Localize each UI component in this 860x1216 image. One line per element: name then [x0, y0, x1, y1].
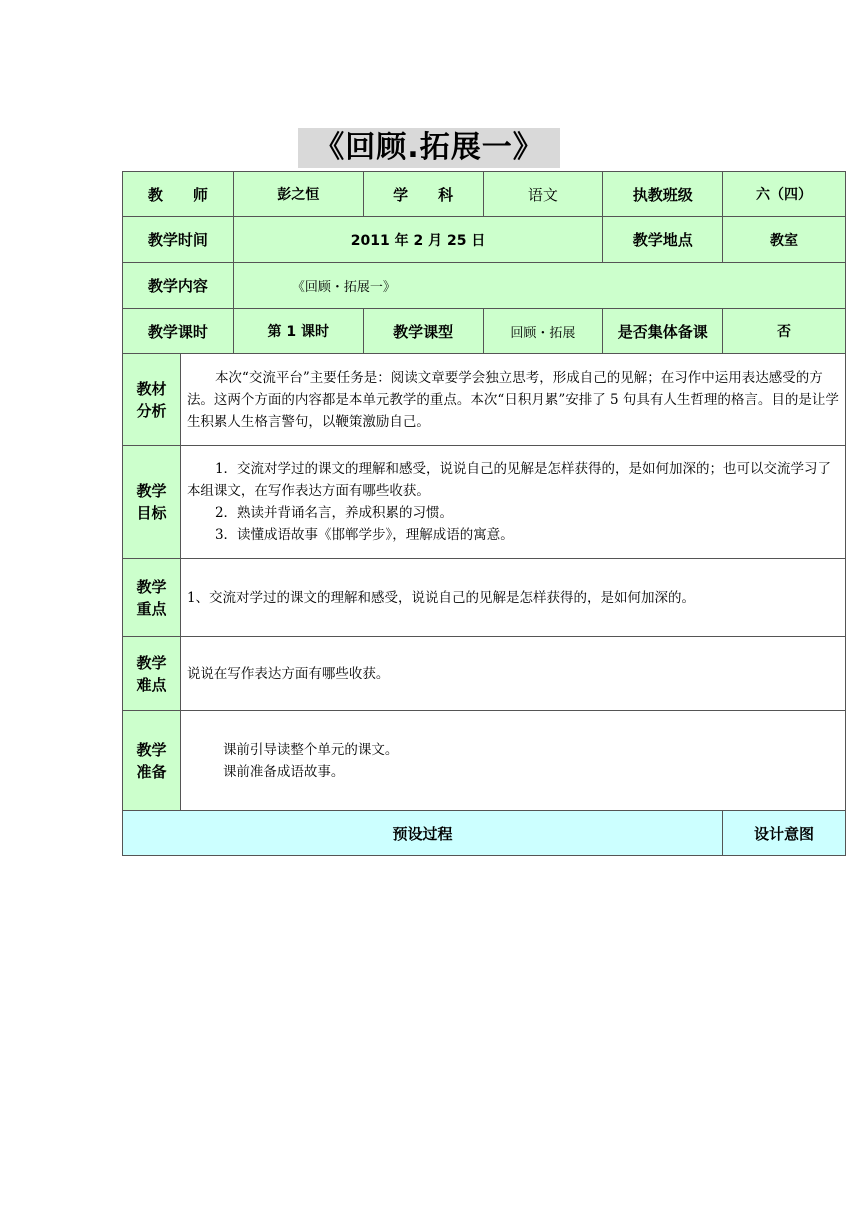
teacher-label: 教 师: [123, 172, 234, 217]
place-value: 教室: [723, 217, 846, 263]
analysis-label: [123, 354, 181, 446]
goal-item: 3．读懂成语故事《邯郸学步》，理解成语的寓意。: [214, 527, 514, 543]
focus-text: 1、交流对学过的课文的理解和感受，说说自己的见解是怎样获得的，是如何加深的。: [180, 559, 845, 637]
goals-row: [123, 446, 846, 559]
content-label: 教学内容: [123, 263, 234, 309]
footer-row: [123, 811, 846, 856]
info-row-2: [123, 217, 846, 263]
difficulty-row: [123, 637, 846, 711]
difficulty-label-line-2: 难点: [136, 675, 167, 694]
focus-row: [123, 559, 846, 637]
page-title: 《回顾.拓展一》: [314, 130, 544, 165]
focus-label: [123, 559, 181, 637]
info-row-4: [123, 309, 846, 354]
preparation-label-line-2: 准备: [136, 762, 167, 781]
type-value: 回顾・拓展: [483, 309, 603, 354]
focus-label-line-1: 教学: [136, 577, 167, 596]
subject-label: 学 科: [363, 172, 483, 217]
teacher-value: 彭之恒: [233, 172, 363, 217]
goal-item: 1．交流对学过的课文的理解和感受，说说自己的见解是怎样获得的，是如何加深的；也可以交流学习了本组课文，在写作表达方面有哪些收获。: [186, 461, 832, 499]
goals-list: [180, 446, 845, 559]
goals-label: [123, 446, 181, 559]
analysis-label-line-1: 教材: [136, 379, 167, 398]
info-row-3: [123, 263, 846, 309]
intent-header: 设计意图: [723, 811, 846, 856]
preparation-label-line-1: 教学: [136, 740, 167, 759]
place-label: 教学地点: [603, 217, 723, 263]
preparation-label: [123, 711, 181, 811]
class-value: 六（四）: [723, 172, 846, 217]
goal-item: 2．熟读并背诵名言，养成积累的习惯。: [214, 505, 454, 521]
process-header: 预设过程: [123, 811, 723, 856]
analysis-text: 本次“交流平台”主要任务是：阅读文章要学会独立思考，形成自己的见解；在习作中运用表达感受的方法。这两个方面的内容都是本单元教学的重点。本次“日积月累”安排了 5 句具有人生哲理的格言。目的是让学生积累人生格言警句，以鞭策激励自己。: [180, 354, 845, 446]
preparation-row: [123, 711, 846, 811]
content-value: 《回顾・拓展一》: [233, 263, 845, 309]
class-label: 执教班级: [603, 172, 723, 217]
time-value: 2011 年 2 月 25 日: [233, 217, 602, 263]
subject-value: 语文: [483, 172, 603, 217]
lesson-plan-table: [122, 171, 846, 856]
type-label: 教学课型: [363, 309, 483, 354]
collective-value: 否: [723, 309, 846, 354]
collective-label: 是否集体备课: [603, 309, 723, 354]
analysis-label-line-2: 分析: [136, 401, 167, 420]
preparation-item: 课前引导读整个单元的课文。: [222, 741, 399, 758]
focus-label-line-2: 重点: [136, 599, 167, 618]
goals-label-line-1: 教学: [136, 482, 167, 500]
period-value: 第 1 课时: [233, 309, 363, 354]
difficulty-text: 说说在写作表达方面有哪些收获。: [180, 637, 845, 711]
difficulty-label-line-1: 教学: [136, 653, 167, 672]
title-banner: [298, 128, 560, 168]
time-label: 教学时间: [123, 217, 234, 263]
analysis-row: [123, 354, 846, 446]
difficulty-label: [123, 637, 181, 711]
goals-label-line-2: 目标: [136, 504, 167, 522]
preparation-list: [180, 711, 845, 811]
info-row-1: [123, 172, 846, 217]
preparation-item: 课前准备成语故事。: [222, 763, 345, 780]
period-label: 教学课时: [123, 309, 234, 354]
